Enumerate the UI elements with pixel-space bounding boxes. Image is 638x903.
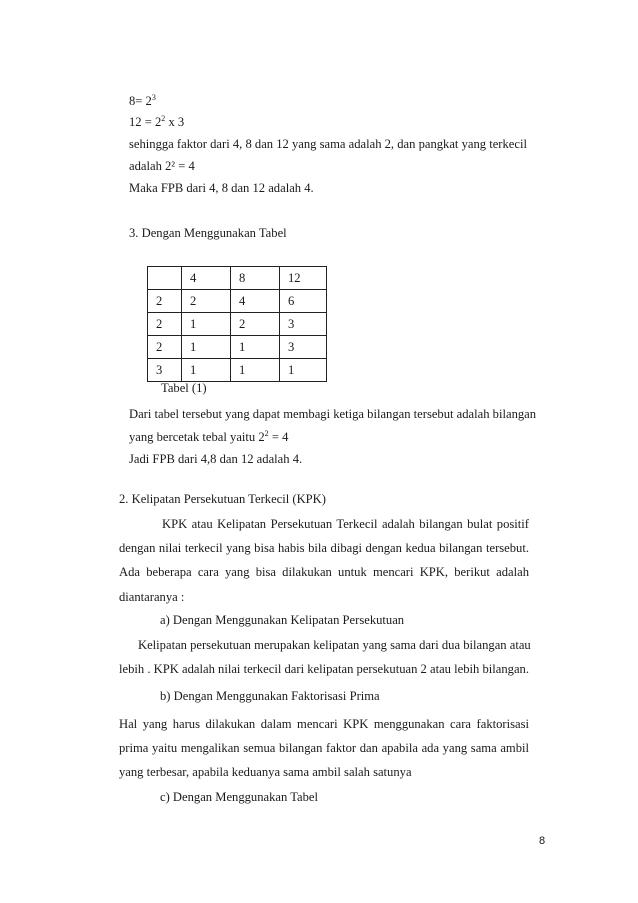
table-cell: 1 (231, 336, 280, 359)
kpk-item-b-text: yang terbesar, apabila keduanya sama ambil salah satunya (119, 765, 412, 779)
kpk-item-b: b) Dengan Menggunakan Faktorisasi Prima (160, 689, 380, 703)
line-adalah: adalah 2² = 4 (129, 159, 195, 173)
table-row (148, 290, 327, 313)
table-cell: 1 (280, 359, 327, 382)
table-cell: 8 (231, 267, 280, 290)
table-cell: 6 (280, 290, 327, 313)
table-caption: Tabel (1) (161, 381, 207, 395)
kpk-paragraph-line: diantaranya : (119, 590, 185, 604)
table-cell: 2 (148, 313, 182, 336)
kpk-item-a: a) Dengan Menggunakan Kelipatan Persekutuan (160, 613, 405, 627)
table-cell: 3 (148, 359, 182, 382)
table-cell: 2 (148, 336, 182, 359)
kpk-paragraph-line: Ada beberapa cara yang bisa dilakukan untuk mencari KPK, berikut adalah (119, 565, 529, 579)
line-sehingga: sehingga faktor dari 4, 8 dan 12 yang sama adalah 2, dan pangkat yang terkecil (129, 137, 527, 151)
table-cell: 1 (182, 359, 231, 382)
page-number: 8 (539, 835, 546, 847)
table-cell: 3 (280, 313, 327, 336)
table-cell: 12 (280, 267, 327, 290)
kpk-paragraph-line: dengan nilai terkecil yang bisa habis bila dibagi dengan kedua bilangan tersebut. (119, 541, 529, 555)
fpb-table (147, 266, 327, 382)
table-row (148, 313, 327, 336)
kpk-paragraph-line: KPK atau Kelipatan Persekutuan Terkecil adalah bilangan bulat positif (162, 517, 529, 531)
table-row (148, 267, 327, 290)
table-cell: 2 (231, 313, 280, 336)
kpk-heading: 2. Kelipatan Persekutuan Terkecil (KPK) (119, 492, 326, 506)
line-dari-tabel: Dari tabel tersebut yang dapat membagi ketiga bilangan tersebut adalah bilangan (129, 407, 537, 421)
line-12-equals: $12 = 2^2$ x 3 (129, 114, 185, 129)
table-cell: 1 (231, 359, 280, 382)
kpk-item-a-text: lebih . KPK adalah nilai terkecil dari kelipatan persekutuan 2 atau lebih bilangan. (119, 662, 529, 676)
table-row (148, 359, 327, 382)
line-jadi-fpb: Jadi FPB dari 4,8 dan 12 adalah 4. (129, 452, 303, 466)
table-cell: 4 (182, 267, 231, 290)
kpk-item-c: c) Dengan Menggunakan Tabel (160, 790, 318, 804)
table-cell: 1 (182, 336, 231, 359)
line-yang-bercetak: yang bercetak tebal yaitu $2^2 = 4$ (129, 429, 289, 444)
table-cell (148, 267, 182, 290)
kpk-item-b-text: Hal yang harus dilakukan dalam mencari KPK menggunakan cara faktorisasi (119, 717, 529, 731)
line-8-equals: $8= 2^3$ (129, 93, 156, 108)
table-cell: 1 (182, 313, 231, 336)
kpk-item-b-text: prima yaitu mengalikan semua bilangan faktor dan apabila ada yang sama ambil (119, 741, 529, 755)
table-cell: 3 (280, 336, 327, 359)
section-3-heading: 3. Dengan Menggunakan Tabel (129, 226, 287, 240)
table-cell: 4 (231, 290, 280, 313)
kpk-item-a-text: Kelipatan persekutuan merupakan kelipatan yang sama dari dua bilangan atau (138, 638, 531, 652)
line-maka: Maka FPB dari 4, 8 dan 12 adalah 4. (129, 181, 314, 195)
table-cell: 2 (148, 290, 182, 313)
table-row (148, 336, 327, 359)
table-cell: 2 (182, 290, 231, 313)
